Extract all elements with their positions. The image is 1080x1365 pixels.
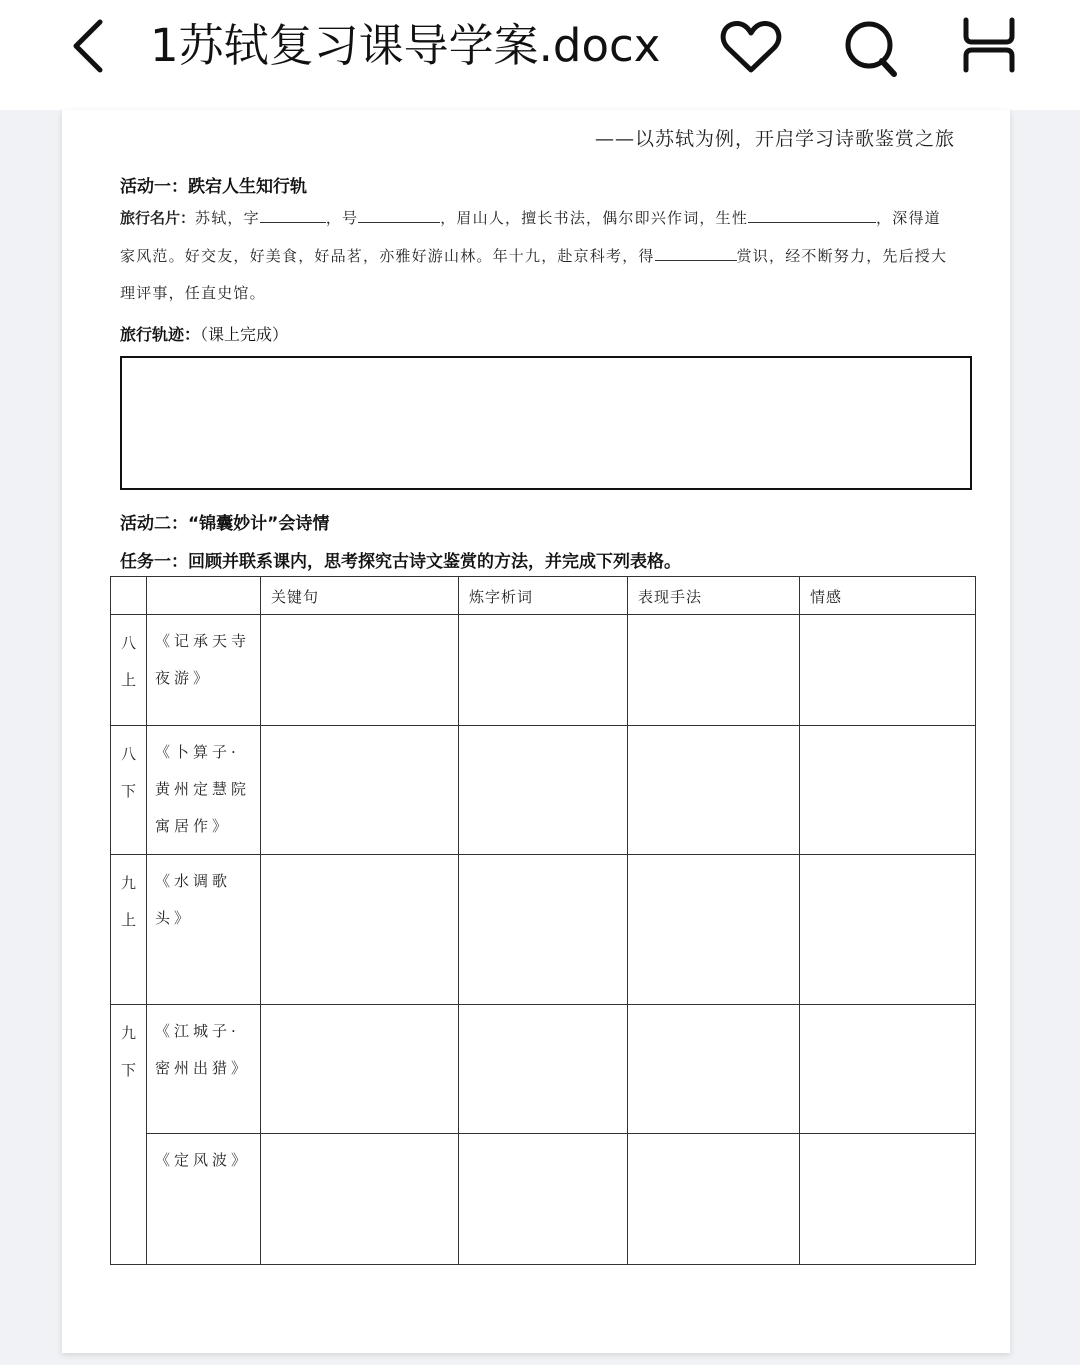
more-button[interactable] (954, 12, 1024, 82)
document-subtitle: ——以苏轼为例，开启学习诗歌鉴赏之旅 (594, 128, 955, 150)
poem-title: 《定风波》 (147, 1134, 261, 1265)
table-header-row (111, 577, 976, 615)
more-icon (954, 12, 1024, 82)
column-header: 情感 (800, 577, 976, 615)
activity2-heading: 活动二：“锦囊妙计”会诗情 (120, 514, 330, 534)
travel-card-label: 旅行名片： (120, 209, 196, 227)
card-text-1: 苏轼，字 (195, 209, 260, 227)
answer-cell[interactable] (800, 1005, 976, 1134)
answer-cell[interactable] (800, 726, 976, 855)
answer-cell[interactable] (628, 615, 800, 726)
answer-cell[interactable] (261, 855, 459, 1005)
blank-patron (655, 246, 737, 261)
grade-cell: 九 上 (111, 855, 147, 1005)
travel-card-paragraph (120, 200, 955, 313)
column-header: 关键句 (261, 577, 459, 615)
answer-cell[interactable] (261, 1005, 459, 1134)
answer-cell[interactable] (459, 1005, 628, 1134)
table-row (111, 1134, 976, 1265)
task1-heading: 任务一：回顾并联系课内，思考探究古诗文鉴赏的方法，并完成下列表格。 (120, 552, 681, 572)
travel-track-box (120, 356, 972, 490)
document-page[interactable] (62, 110, 1010, 1353)
answer-cell[interactable] (261, 1134, 459, 1265)
answer-cell[interactable] (459, 1134, 628, 1265)
poem-title: 《水调歌头》 (147, 855, 261, 1005)
poem-title: 《江城子·密州出猎》 (147, 1005, 261, 1134)
search-icon (836, 12, 906, 82)
card-text-5: 赏识，经不断努力，先后授大理评事，任直史馆。 (120, 246, 948, 302)
poem-title: 《记承天寺夜游》 (147, 615, 261, 726)
answer-cell[interactable] (459, 855, 628, 1005)
answer-cell[interactable] (628, 726, 800, 855)
app-toolbar (0, 0, 1080, 110)
column-header: 表现手法 (628, 577, 800, 615)
document-title: 1苏轼复习课导学案.docx (150, 19, 661, 72)
answer-cell[interactable] (459, 726, 628, 855)
back-icon (64, 14, 120, 78)
grade-cell: 八 下 (111, 726, 147, 855)
blank-courtesy-name (260, 208, 326, 223)
header-empty (111, 577, 147, 615)
card-text-4: ，深得道家风范。好交友，好美食，好品茗，亦雅好游山林。年十九，赴京科考，得 (120, 209, 941, 265)
appreciation-table (110, 576, 976, 1265)
answer-cell[interactable] (800, 855, 976, 1005)
answer-cell[interactable] (800, 1134, 976, 1265)
answer-cell[interactable] (261, 726, 459, 855)
table-row (111, 1005, 976, 1134)
poem-title: 《卜算子·黄州定慧院寓居作》 (147, 726, 261, 855)
table-row (111, 615, 976, 726)
table-row (111, 855, 976, 1005)
table-row (111, 726, 976, 855)
answer-cell[interactable] (628, 1005, 800, 1134)
answer-cell[interactable] (628, 1134, 800, 1265)
header-empty (147, 577, 261, 615)
grade-cell: 八 上 (111, 615, 147, 726)
card-text-3: ，眉山人，擅长书法，偶尔即兴作词，生性 (440, 209, 749, 227)
card-text-2: ，号 (325, 209, 359, 227)
grade-cell: 九 下 (111, 1005, 147, 1265)
search-button[interactable] (836, 12, 906, 82)
answer-cell[interactable] (459, 615, 628, 726)
heart-icon (716, 12, 786, 82)
travel-track-label: 旅行轨迹：（课上完成） (120, 325, 289, 344)
blank-nature (748, 208, 876, 223)
answer-cell[interactable] (800, 615, 976, 726)
answer-cell[interactable] (628, 855, 800, 1005)
blank-art-name (358, 208, 440, 223)
activity1-heading: 活动一：跌宕人生知行轨 (120, 177, 307, 197)
answer-cell[interactable] (261, 615, 459, 726)
back-button[interactable] (64, 14, 120, 78)
favorite-button[interactable] (716, 12, 786, 82)
column-header: 炼字析词 (459, 577, 628, 615)
